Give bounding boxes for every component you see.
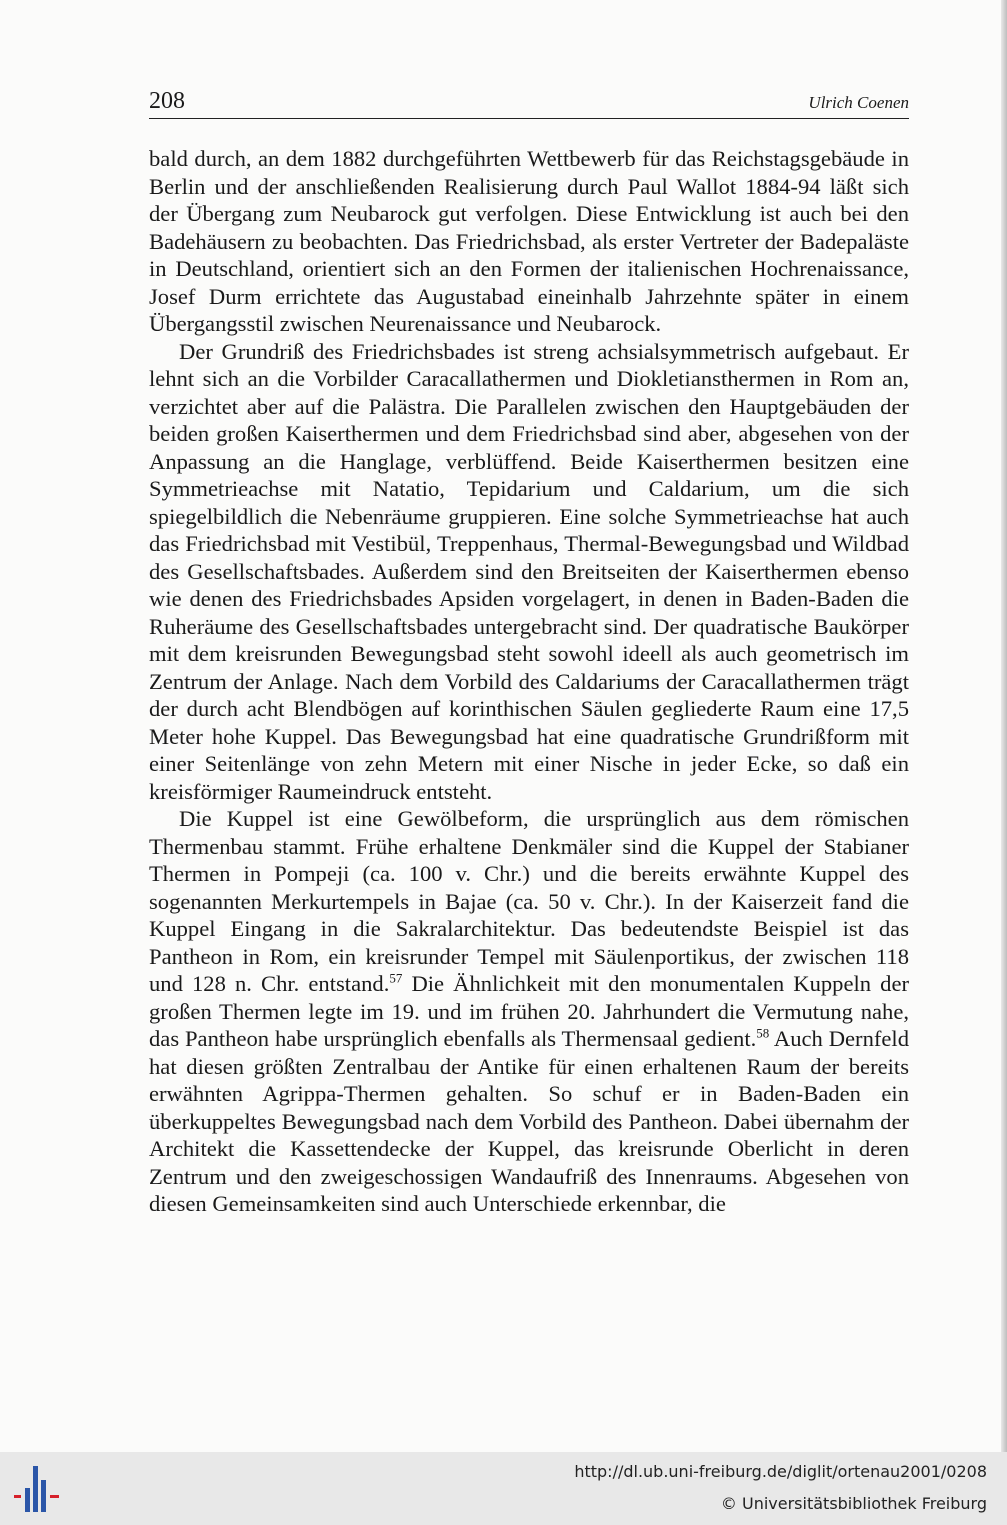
footnote-ref-58[interactable]: 58 [756, 1025, 770, 1041]
paragraph-3-part-a: Die Kuppel ist eine Gewölbeform, die ursprünglich aus dem römischen Thermenbau stammt. Frühe erhaltene Denkmäler sind die Kuppel der Stabianer Thermen in Pompeji (ca. 100 v. Chr.) und die bereits erwähnte Kuppel des sogenannten Merkurtempels in Bajae (ca. 50 v. Chr.). In der Kaiserzeit fand die Kuppel Eingang in die Sakralarchitektur. Das bedeutendste Beispiel ist das Pantheon in Rom, ein kreisrunder Tempel mit Säulenportikus, der zwischen 118 und 128 n. Chr. entstand. [149, 806, 909, 996]
paragraph-2: Der Grundriß des Friedrichsbades ist streng achsialsymmetrisch aufgebaut. Er lehnt sich an die Vorbilder Caracallathermen und Diokletiansthermen in Rom an, verzichtet aber auf die Palästra. Die Parallelen zwischen den Hauptgebäuden der beiden großen Kaiserthermen und dem Friedrichsbad sind aber, abgesehen von der Anpassung an die Hanglage, verblüffend. Beide Kaiserthermen besitzen eine Symmetrieachse mit Natatio, Tepidarium und Caldarium, um die sich spiegelbildlich die Nebenräume gruppieren. Eine solche Symmetrieachse hat auch das Friedrichsbad mit Vestibül, Treppenhaus, Thermal-Bewegungsbad und Wildbad des Gesellschaftsbades. Außerdem sind den Breitseiten der Kaiserthermen ebenso wie denen des Friedrichsbades Apsiden vorgelagert, in denen in Baden-Baden die Ruheräume des Gesellschaftsbades untergebracht sind. Der quadratische Baukörper mit dem kreisrunden Bewegungsbad steht sowohl ideell als auch geometrisch im Zentrum der Anlage. Nach dem Vorbild des Caldariums der Caracallathermen trägt der durch acht Blendbögen auf korinthischen Säulen gegliederte Raum eine 17,5 Meter hohe Kuppel. Das Bewegungsbad hat eine quadratische Grundrißform mit einer Seitenlänge von zehn Metern mit einer Nische in jeder Ecke, so daß ein kreisförmiger Raumeindruck entsteht. [149, 338, 909, 804]
paragraph-3-part-b: Die Ähnlichkeit mit den monumentalen Kuppeln der großen Thermen legte im 19. und im frühen 20. Jahrhundert die Vermutung nahe, das Pantheon habe ursprünglich ebenfalls als Thermensaal gedient. [149, 971, 910, 1051]
copyright-notice: © Universitätsbibliothek Freiburg [720, 1494, 987, 1513]
running-head-author: Ulrich Coenen [808, 93, 909, 112]
paragraph-3 [149, 805, 909, 1218]
paragraph-1: bald durch, an dem 1882 durchgeführten Wettbewerb für das Reichstagsgebäude in Berlin und der anschließenden Realisierung durch Paul Wallot 1884-94 läßt sich der Übergang zum Neubarock gut verfolgen. Diese Entwicklung ist auch bei den Badehäusern zu beobachten. Das Friedrichsbad, als erster Vertreter der Badepaläste in Deutschland, orientiert sich an den Formen der italienischen Hochrenaissance, Josef Durm errichtete das Augustabad eineinhalb Jahrzehnte später in einem Übergangsstil zwischen Neurenaissance und Neubarock. [149, 146, 909, 336]
ub-freiburg-logo-icon[interactable] [14, 1466, 62, 1512]
permalink-url[interactable]: http://dl.ub.uni-freiburg.de/diglit/ortenau2001/0208 [574, 1462, 987, 1481]
digitization-footer [0, 1452, 1007, 1525]
paragraph-3-part-c: Auch Dernfeld hat diesen größten Zentralbau der Antike für einen erhaltenen Raum der bereits erwähnten Agrippa-Thermen gehalten. So schuf er in Baden-Baden ein überkuppeltes Bewegungsbad nach dem Vorbild des Pantheon. Dabei übernahm der Architekt die Kassettendecke der Kuppel, das kreisrunde Oberlicht in deren Zentrum und den zweigeschossigen Wandaufriß des Innenraums. Abgesehen von diesen Gemeinsamkeiten sind auch Unterschiede erkennbar, die [149, 1026, 910, 1216]
running-head [149, 86, 909, 119]
page-edge-shadow [1001, 0, 1007, 1452]
footnote-ref-57[interactable]: 57 [389, 970, 403, 986]
page-number: 208 [149, 88, 185, 114]
body-text [149, 145, 909, 1218]
